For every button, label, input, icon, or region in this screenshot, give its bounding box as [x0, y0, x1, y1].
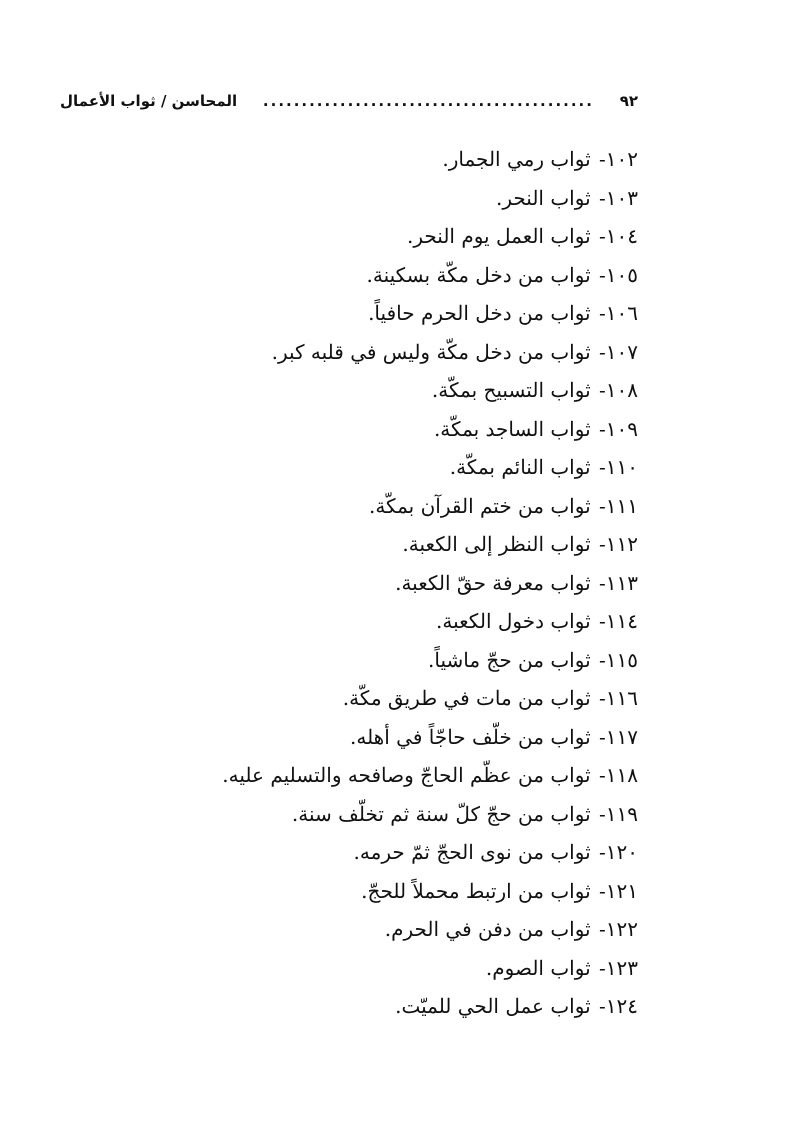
item-text: ثواب الصوم.	[485, 955, 591, 980]
item-text: ثواب من دخل الحرم حافياً.	[368, 301, 591, 325]
item-number: ١١٤-	[592, 609, 638, 633]
item-text: ثواب من ختم القرآن بمكّة.	[368, 493, 591, 518]
item-number: ١٠٧-	[592, 339, 638, 364]
item-text: ثواب من ارتبط محملاً للحجّ.	[361, 878, 591, 903]
list-item	[222, 217, 638, 256]
item-text: ثواب من دفن في الحرم.	[384, 917, 591, 941]
item-text: ثواب النحر.	[496, 185, 591, 210]
item-number: ١٠٤-	[592, 224, 638, 248]
list-item	[222, 910, 638, 949]
item-number: ١٢١-	[592, 878, 638, 903]
list-item	[222, 795, 638, 834]
item-number: ١١٥-	[592, 647, 638, 672]
item-number: ١٢٤-	[592, 994, 638, 1018]
item-number: ١١٩-	[592, 801, 638, 826]
list-item	[222, 256, 638, 295]
list-item	[222, 371, 638, 410]
item-text: ثواب الساجد بمكّة.	[433, 416, 591, 441]
item-text: ثواب التسبيح بمكّة.	[431, 378, 591, 402]
item-number: ١١٧-	[592, 724, 638, 749]
list-item	[222, 949, 638, 988]
item-number: ١٠٦-	[592, 301, 638, 325]
item-text: ثواب عمل الحي للميّت.	[395, 994, 591, 1018]
item-text: ثواب العمل يوم النحر.	[407, 224, 591, 248]
list-item	[222, 179, 638, 218]
list-item	[222, 602, 638, 641]
item-number: ١١٢-	[592, 532, 638, 556]
item-text: ثواب معرفة حقّ الكعبة.	[395, 570, 591, 595]
running-header	[60, 88, 638, 114]
list-item	[222, 833, 638, 872]
list-item	[222, 987, 638, 1026]
list-item	[222, 872, 638, 911]
contents-list	[222, 140, 638, 1026]
item-number: ١١١-	[592, 493, 638, 518]
list-item	[222, 756, 638, 795]
list-item	[222, 448, 638, 487]
item-number: ١٢٣-	[592, 955, 638, 980]
running-title: المحاسن / ثواب الأعمال	[60, 92, 238, 110]
item-text: ثواب رمي الجمار.	[442, 147, 591, 171]
list-item	[222, 718, 638, 757]
item-text: ثواب من دخل مكّة بسكينة.	[366, 262, 591, 287]
list-item	[222, 487, 638, 526]
item-number: ١٠٩-	[592, 416, 638, 441]
list-item	[222, 333, 638, 372]
item-text: ثواب من نوى الحجّ ثمّ حرمه.	[353, 840, 591, 864]
item-number: ١١٠-	[592, 455, 638, 479]
item-text: ثواب النائم بمكّة.	[449, 455, 591, 479]
item-number: ١٠٢-	[592, 147, 638, 171]
list-item	[222, 410, 638, 449]
item-text: ثواب من حجّ كلّ سنة ثم تخلّف سنة.	[291, 801, 591, 826]
leader-dots: ...........................................	[262, 92, 594, 110]
list-item	[222, 564, 638, 603]
item-number: ١١٣-	[592, 570, 638, 595]
page-number: ٩٢	[619, 92, 638, 110]
item-text: ثواب النظر إلى الكعبة.	[402, 532, 591, 556]
item-text: ثواب من مات في طريق مكّة.	[342, 686, 591, 710]
item-text: ثواب من حجّ ماشياً.	[428, 647, 591, 672]
item-number: ١٠٨-	[592, 378, 638, 402]
item-number: ١١٨-	[592, 763, 638, 787]
item-number: ١٢٠-	[592, 840, 638, 864]
item-text: ثواب من عظّم الحاجّ وصافحه والتسليم عليه.	[222, 763, 591, 787]
item-text: ثواب دخول الكعبة.	[436, 609, 591, 633]
item-number: ١٠٥-	[592, 262, 638, 287]
item-number: ١٢٢-	[592, 917, 638, 941]
item-number: ١١٦-	[592, 686, 638, 710]
list-item	[222, 641, 638, 680]
list-item	[222, 294, 638, 333]
item-number: ١٠٣-	[592, 185, 638, 210]
list-item	[222, 140, 638, 179]
item-text: ثواب من دخل مكّة وليس في قلبه كبر.	[271, 339, 591, 364]
item-text: ثواب من خلّف حاجّاً في أهله.	[349, 724, 591, 749]
list-item	[222, 525, 638, 564]
list-item	[222, 679, 638, 718]
